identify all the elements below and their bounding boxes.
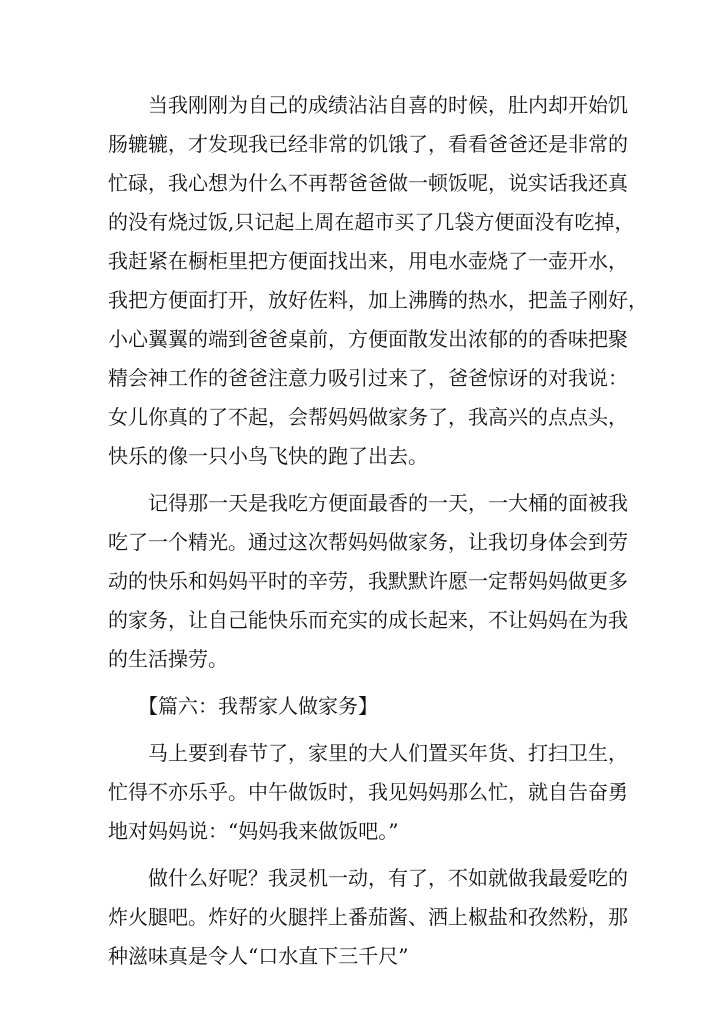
text-line: 女儿你真的了不起，会帮妈妈做家务了，我高兴的点点头， bbox=[108, 405, 628, 429]
paragraph-spacer bbox=[108, 679, 612, 687]
text-line: 记得那一天是我吃方便面最香的一天，一大桶的面被我 bbox=[148, 491, 628, 515]
paragraph-2 bbox=[108, 484, 628, 679]
text-line: 肠辘辘，才发现我已经非常的饥饿了，看看爸爸还是非常的 bbox=[108, 132, 628, 156]
text-line: 忙得不亦乐乎。中午做饭时，我见妈妈那么忙，就自告奋勇 bbox=[108, 780, 628, 804]
text-line: 动的快乐和妈妈平时的辛劳，我默默许愿一定帮妈妈做更多 bbox=[108, 569, 628, 593]
text-line: 小心翼翼的端到爸爸桌前，方便面散发出浓郁的的香味把聚 bbox=[108, 327, 628, 351]
text-line: 马上要到春节了，家里的大人们置买年货、打扫卫生， bbox=[148, 741, 628, 765]
text-line: 做什么好呢？我灵机一动，有了，不如就做我最爱吃的 bbox=[148, 866, 628, 890]
text-line: 吃了一个精光。通过这次帮妈妈做家务，让我切身体会到劳 bbox=[108, 530, 628, 554]
text-line: 种滋味真是令人“口水直下三千尺” bbox=[108, 944, 409, 968]
text-line: 的生活操劳。 bbox=[108, 647, 228, 671]
text-line: 忙碌，我心想为什么不再帮爸爸做一顿饭呢，说实话我还真 bbox=[108, 171, 628, 195]
paragraph-spacer bbox=[108, 726, 612, 734]
text-line: 当我刚刚为自己的成绩沾沾自喜的时候，肚内却开始饥 bbox=[148, 93, 628, 117]
text-line: 的家务，让自己能快乐而充实的成长起来，不让妈妈在为我 bbox=[108, 608, 628, 632]
text-line: 炸火腿吧。炸好的火腿拌上番茄酱、洒上椒盐和孜然粉，那 bbox=[108, 905, 628, 929]
text-line: 的没有烧过饭,只记起上周在超市买了几袋方便面没有吃掉， bbox=[108, 210, 635, 234]
text-line: 我赶紧在橱柜里把方便面找出来，用电水壶烧了一壶开水， bbox=[108, 249, 628, 273]
paragraph-3 bbox=[108, 734, 628, 851]
text-line: 地对妈妈说：“妈妈我来做饭吧。” bbox=[108, 819, 399, 843]
paragraph-4 bbox=[108, 859, 628, 976]
text-line: 精会神工作的爸爸注意力吸引过来了，爸爸惊讶的对我说： bbox=[108, 366, 628, 390]
section-heading: 【篇六：我帮家人做家务】 bbox=[138, 694, 378, 718]
paragraph-spacer bbox=[108, 851, 612, 859]
text-line: 我把方便面打开，放好佐料，加上沸腾的热水，把盖子刚好， bbox=[108, 288, 648, 312]
paragraph-spacer bbox=[108, 476, 612, 484]
paragraph-1 bbox=[108, 86, 648, 476]
text-line: 快乐的像一只小鸟飞快的跑了出去。 bbox=[108, 444, 428, 468]
document-body bbox=[108, 86, 648, 976]
